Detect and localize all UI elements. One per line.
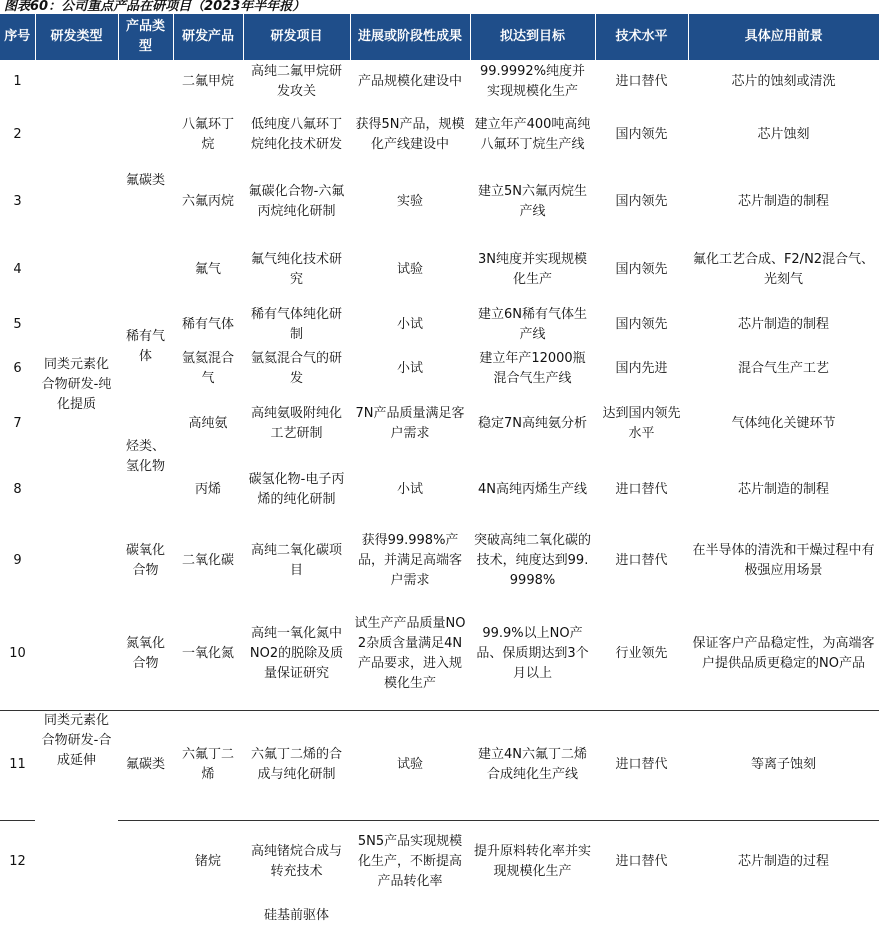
cell-no: 11 (0, 710, 35, 820)
cell-rd-type: 同类元素化合物研发-纯化提质 (41, 356, 112, 412)
col-header-progress: 进展或阶段性成果 (350, 14, 470, 60)
table-row (0, 820, 879, 904)
cell-progress: 小试 (396, 361, 423, 376)
cell-progress: 实验 (396, 194, 423, 209)
cell-progress: 获得99.998%产品，并满足高端客户需求 (357, 532, 462, 588)
cell-progress: 小试 (396, 316, 423, 332)
cell-product: 六氟丁二烯 (173, 710, 243, 820)
cell-application: 芯片的蚀刻或清洗 (731, 73, 836, 89)
col-header-application: 具体应用前景 (688, 14, 879, 60)
cell-progress: 5N5产品实现规模化生产，不断提高产品转化率 (350, 820, 470, 904)
cell-application: 氟化工艺合成、F2/N2混合气、光刻气 (692, 251, 875, 287)
cell-progress: 获得5N产品，规模化产线建设中 (355, 117, 465, 152)
cell-level: 进口替代 (595, 820, 688, 904)
cell-project: 稀有气体纯化研制 (250, 306, 342, 342)
cell-product: 六氟丙烷 (181, 194, 234, 209)
cell-project: 高纯二氧化碳项目 (250, 542, 342, 578)
table-row (0, 598, 879, 710)
cell-no: 1 (13, 73, 22, 89)
cell-application: 芯片制造的制程 (737, 316, 829, 332)
cell-product: 丙烯 (194, 482, 221, 497)
cell-level: 进口替代 (615, 552, 668, 568)
table-row (0, 302, 879, 347)
cell-no: 5 (13, 316, 22, 332)
cell-progress (350, 904, 470, 928)
cell-level: 国内领先 (615, 127, 668, 142)
cell-goal: 3N纯度并实现规模化生产 (478, 251, 587, 287)
cell-application: 芯片制造的制程 (737, 194, 829, 209)
cell-level: 国内领先 (615, 194, 668, 209)
cell-application (688, 904, 879, 928)
cell-goal (470, 904, 595, 928)
cell-progress: 试验 (350, 710, 470, 820)
cell-category (118, 820, 173, 904)
col-header-product: 研发产品 (173, 14, 243, 60)
col-header-no: 序号 (0, 14, 35, 60)
cell-no: 9 (13, 552, 22, 568)
table-row (0, 60, 879, 103)
cell-level: 进口替代 (615, 482, 668, 497)
cell-goal: 突破高纯二氧化碳的技术，纯度达到99.9998% (474, 532, 592, 588)
cell-project: 六氟丁二烯的合成与纯化研制 (243, 710, 350, 820)
cell-level: 国内先进 (615, 361, 668, 376)
rd-projects-table (0, 14, 879, 928)
cell-no: 4 (13, 261, 22, 277)
cell-project: 碳氢化物-电子丙烯的纯化研制 (248, 472, 345, 507)
table-row (0, 523, 879, 598)
cell-product: 锗烷 (173, 820, 243, 904)
cell-project: 高纯一氧化氮中NO2的脱除及质量保证研究 (249, 625, 344, 681)
cell-project: 氩氦混合气的研发 (250, 351, 342, 386)
cell-product: 高纯氨 (188, 416, 228, 431)
cell-application: 等离子蚀刻 (688, 710, 879, 820)
cell-no (0, 904, 35, 928)
cell-product: 氩氦混合气 (181, 351, 234, 386)
col-header-project: 研发项目 (243, 14, 350, 60)
cell-goal: 建立年产12000瓶混合气生产线 (479, 351, 586, 386)
cell-level: 行业领先 (615, 645, 668, 661)
cell-level: 国内领先 (615, 261, 668, 277)
cell-rd-type: 同类元素化合物研发-合成延伸 (35, 710, 118, 928)
col-header-category: 产品类型 (118, 14, 173, 60)
cell-goal: 99.9992%纯度并实现规模化生产 (479, 63, 586, 99)
cell-project: 低纯度八氟环丁烷纯化技术研发 (250, 117, 342, 152)
cell-project: 高纯氨吸附纯化工艺研制 (250, 406, 342, 441)
cell-goal: 提升原料转化率并实现规模化生产 (470, 820, 595, 904)
cell-product: 八氟环丁烷 (181, 117, 234, 152)
cell-goal: 99.9%以上NO产品、保质期达到3个月以上 (476, 625, 589, 681)
figure-title: 图表60：公司重点产品在研项目（2023年半年报） (4, 0, 306, 14)
cell-product: 二氧化碳 (181, 552, 234, 568)
cell-level (595, 904, 688, 928)
cell-product: 稀有气体 (181, 316, 234, 332)
cell-goal: 稳定7N高纯氨分析 (478, 416, 587, 431)
cell-level: 进口替代 (615, 73, 668, 89)
cell-progress: 7N产品质量满足客户需求 (355, 406, 465, 441)
cell-goal: 建立年产400吨高纯八氟环丁烷生产线 (474, 117, 591, 152)
cell-no: 2 (13, 127, 22, 142)
cell-category: 碳氧化合物 (125, 542, 165, 578)
cell-application: 芯片制造的制程 (737, 482, 829, 497)
cell-progress: 试生产产品质量NO2杂质含量满足4N产品要求，进入规模化生产 (354, 615, 466, 691)
cell-product: 二氟甲烷 (181, 73, 234, 89)
col-header-rd-type: 研发类型 (35, 14, 118, 60)
cell-application: 在半导体的清洗和干燥过程中有极强应用场景 (692, 542, 875, 578)
cell-application: 芯片制造的过程 (688, 820, 879, 904)
cell-no: 10 (9, 645, 26, 661)
table-row (0, 904, 879, 928)
cell-category: 烃类、氢化物 (125, 439, 165, 474)
cell-no: 3 (13, 194, 22, 209)
cell-category: 稀有气体 (125, 328, 165, 364)
cell-application: 芯片蚀刻 (757, 127, 810, 142)
cell-goal: 建立5N六氟丙烷生产线 (478, 184, 587, 219)
cell-category (118, 904, 173, 928)
table-row (0, 391, 879, 457)
cell-application: 气体纯化关键环节 (731, 416, 836, 431)
cell-product (173, 904, 243, 928)
table-row (0, 710, 879, 820)
cell-application: 保证客户产品稳定性，为高端客户提供品质更稳定的NO产品 (692, 635, 875, 671)
cell-category: 氮氧化合物 (125, 635, 165, 671)
col-header-level: 技术水平 (595, 14, 688, 60)
cell-goal: 4N高纯丙烯生产线 (478, 482, 587, 497)
cell-level: 进口替代 (595, 710, 688, 820)
cell-goal: 建立4N六氟丁二烯合成纯化生产线 (470, 710, 595, 820)
cell-level: 达到国内领先水平 (602, 406, 681, 441)
col-header-goal: 拟达到目标 (470, 14, 595, 60)
cell-goal: 建立6N稀有气体生产线 (478, 306, 587, 342)
cell-product: 一氧化氮 (181, 645, 234, 661)
cell-project: 高纯锗烷合成与转充技术 (243, 820, 350, 904)
cell-progress: 产品规模化建设中 (357, 73, 462, 89)
cell-project: 硅基前驱体 (263, 908, 329, 923)
cell-category: 氟碳类 (125, 173, 165, 188)
cell-no: 6 (13, 361, 22, 376)
cell-no: 8 (13, 482, 22, 497)
cell-level: 国内领先 (615, 316, 668, 332)
cell-no: 7 (13, 416, 22, 431)
cell-progress: 试验 (396, 261, 423, 277)
cell-project: 高纯二氟甲烷研发攻关 (250, 63, 342, 99)
cell-no: 12 (0, 820, 35, 904)
cell-category: 氟碳类 (118, 710, 173, 820)
cell-application: 混合气生产工艺 (737, 361, 829, 376)
cell-product: 氟气 (194, 261, 221, 277)
cell-progress: 小试 (396, 482, 423, 497)
cell-project: 氟气纯化技术研究 (250, 251, 342, 287)
cell-project: 氟碳化合物-六氟丙烷纯化研制 (248, 184, 345, 219)
header-row (0, 14, 879, 60)
